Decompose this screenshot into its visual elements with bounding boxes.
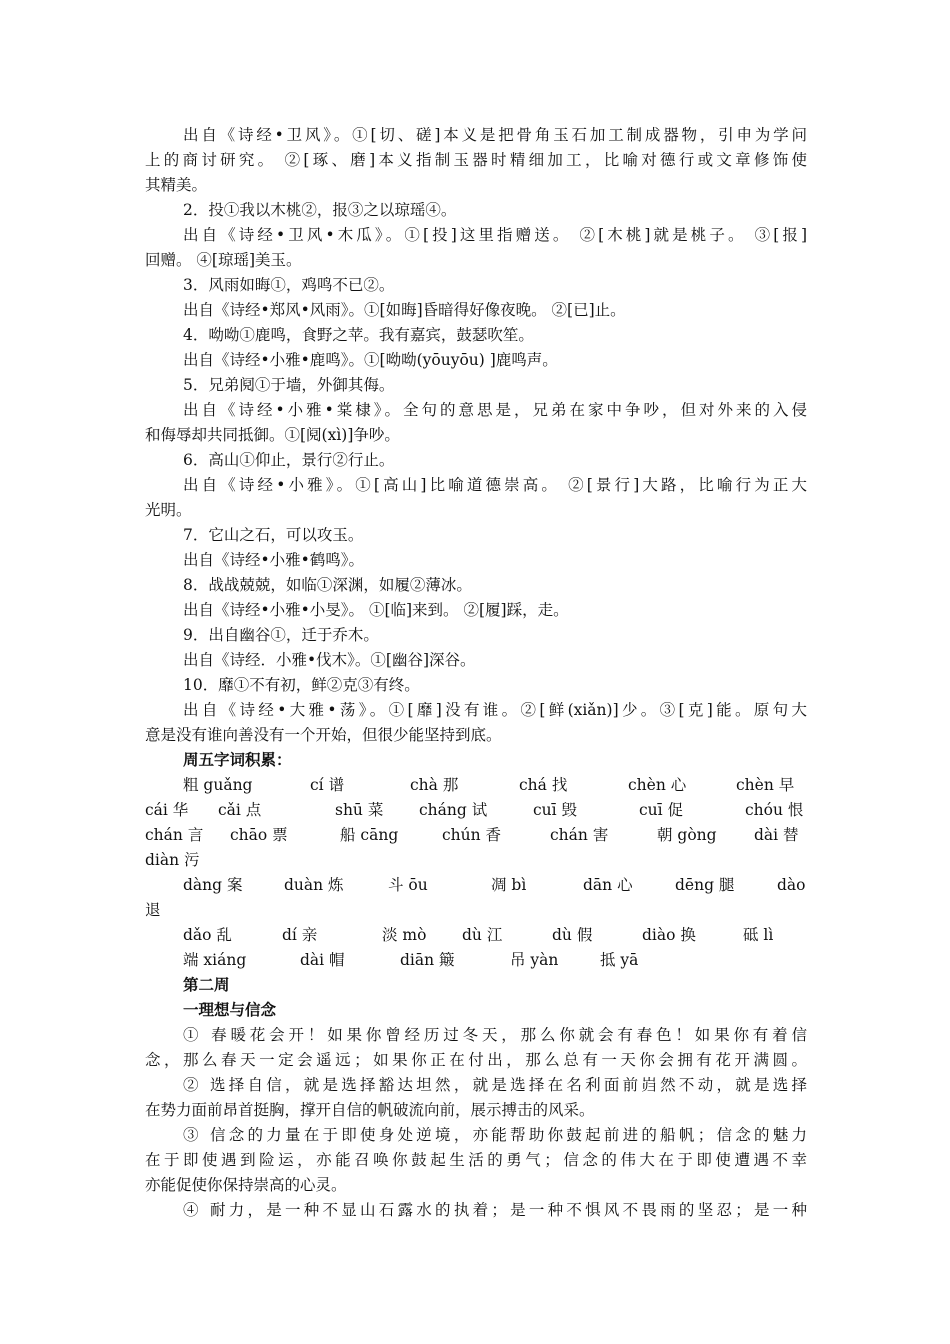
quote-line: 6．高山①仰止，景行②行止。 [183,451,395,469]
text-line: 上的商讨研究。 ②[琢、磨]本义指制玉器时精细加工，比喻对德行或文章修饰使 [145,151,807,169]
vocab-word: dài 帽 [300,951,345,969]
vocab-word: shū 菜 [335,801,384,819]
vocab-row [145,950,807,970]
vocab-word: chà 那 [410,776,459,794]
paragraph-line: 在于即使遇到险运，亦能召唤你鼓起生活的勇气；信念的伟大在于即使遭遇不幸 [145,1151,807,1169]
vocab-word: 粗 guǎng [183,776,253,794]
paragraph-line: ① 春暖花会开！如果你曾经历过冬天，那么你就会有春色！如果你有着信 [183,1026,807,1044]
vocab-row [145,850,807,870]
vocab-word: chán 害 [550,826,609,844]
quote-line: 2．投①我以木桃②，报③之以琼瑶④。 [183,201,457,219]
vocab-row [145,800,807,820]
text-line: 出自《诗经•小雅•棠棣》。全句的意思是，兄弟在家中争吵，但对外来的入侵 [183,401,807,419]
text-line: 出自《诗经．小雅•伐木》。①[幽谷]深谷。 [183,651,476,669]
section-subtitle: 一理想与信念 [183,1000,277,1019]
text-line: 出自《诗经•卫风•木瓜》。①[投]这里指赠送。 ②[木桃]就是桃子。 ③[报] [183,226,807,244]
text-line: 光明。 [145,501,192,519]
vocab-word: cuī 毁 [533,801,578,819]
vocab-word: chán 言 [145,826,204,844]
vocab-row [145,875,807,895]
vocab-word: 吊 yàn [510,951,559,969]
vocab-word: 朝 gòng [657,826,717,844]
vocab-word: 船 cāng [340,826,399,844]
vocab-heading: 周五字词积累： [183,750,292,769]
vocab-word: dān 心 [583,876,633,894]
vocab-row [145,825,807,845]
vocab-word: dù 假 [552,926,593,944]
text-line: 回赠。 ④[琼瑶]美玉。 [145,251,302,269]
vocab-word: 斗 ōu [388,876,428,894]
vocab-word: dàng 案 [183,876,243,894]
vocab-word: chèn 早 [736,776,795,794]
paragraph-line: ④ 耐力，是一种不显山石露水的执着；是一种不惧风不畏雨的坚忍；是一种 [183,1201,807,1219]
vocab-word: dào [777,876,806,894]
quote-line: 8．战战兢兢，如临①深渊，如履②薄冰。 [183,576,472,594]
text-line: 出自《诗经•小雅•小旻》。 ①[临]来到。 ②[履]踩，走。 [183,601,569,619]
vocab-word: 砥 lì [743,926,774,944]
vocab-word: dài 替 [754,826,799,844]
section-title: 第二周 [183,975,230,994]
text-line: 出自《诗经•卫风》。①[切、磋]本义是把骨角玉石加工制成器物，引申为学问 [183,126,807,144]
text-line: 出自《诗经•小雅•鹤鸣》。 [183,551,365,569]
text-line: 其精美。 [145,176,208,194]
paragraph-line: ③ 信念的力量在于即使身处逆境，亦能帮助你鼓起前进的船帆；信念的魅力 [183,1126,807,1144]
vocab-word: cuī 促 [639,801,684,819]
vocab-word: chèn 心 [628,776,687,794]
vocab-word: cái 华 [145,801,189,819]
vocab-word: 退 [145,901,161,919]
paragraph-line: 亦能促使你保持崇高的心灵。 [145,1176,347,1194]
vocab-word: cí 谱 [310,776,345,794]
vocab-word: diān 簸 [400,951,455,969]
paragraph-line: 念，那么春天一定会遥远；如果你正在付出，那么总有一天你会拥有花开满圆。 [145,1051,807,1069]
vocab-row [145,775,807,795]
vocab-word: duàn 炼 [284,876,344,894]
vocab-word: cháng 试 [419,801,488,819]
quote-line: 9．出自幽谷①，迁于乔木。 [183,626,379,644]
quote-line: 5．兄弟阋①于墙，外御其侮。 [183,376,395,394]
vocab-row [145,900,807,920]
text-line: 出自《诗经•小雅》。①[高山]比喻道德崇高。 ②[景行]大路，比喻行为正大 [183,476,807,494]
quote-line: 10．靡①不有初，鲜②克③有终。 [183,676,420,694]
vocab-word: diào 换 [642,926,696,944]
vocab-word: dù 江 [462,926,503,944]
vocab-word: chāo 票 [230,826,288,844]
paragraph-line: ② 选择自信，就是选择豁达坦然，就是选择在名利面前岿然不动，就是选择 [183,1076,807,1094]
vocab-row [145,925,807,945]
quote-line: 4．呦呦①鹿鸣，食野之苹。我有嘉宾，鼓瑟吹笙。 [183,326,534,344]
text-line: 出自《诗经•小雅•鹿鸣》。①[呦呦(yōuyōu) ]鹿鸣声。 [183,351,558,369]
vocab-word: dí 亲 [282,926,318,944]
vocab-word: 端 xiáng [183,951,247,969]
quote-line: 7．它山之石，可以攻玉。 [183,526,364,544]
vocab-word: cǎi 点 [218,801,262,819]
vocab-word: 淡 mò [382,926,427,944]
text-line: 和侮辱却共同抵御。①[阋(xì)]争吵。 [145,426,400,444]
text-line: 意是没有谁向善没有一个开始，但很少能坚持到底。 [145,726,502,744]
paragraph-line: 在势力面前昂首挺胸，撑开自信的帆破流向前，展示搏击的风采。 [145,1101,595,1119]
vocab-word: diàn 污 [145,851,200,869]
vocab-word: dēng 腿 [675,876,735,894]
vocab-word: 凋 bì [491,876,527,894]
vocab-word: 抵 yā [600,951,639,969]
text-line: 出自《诗经•大雅•荡》。①[靡]没有谁。②[鲜(xiǎn)]少。③[克]能。原句大 [183,701,807,719]
vocab-word: chún 香 [442,826,502,844]
vocab-word: chá 找 [519,776,568,794]
quote-line: 3．风雨如晦①，鸡鸣不已②。 [183,276,395,294]
vocab-word: dǎo 乱 [183,926,232,944]
text-line: 出自《诗经•郑风•风雨》。①[如晦]昏暗得好像夜晚。 ②[已]止。 [183,301,626,319]
vocab-word: chóu 恨 [745,801,804,819]
